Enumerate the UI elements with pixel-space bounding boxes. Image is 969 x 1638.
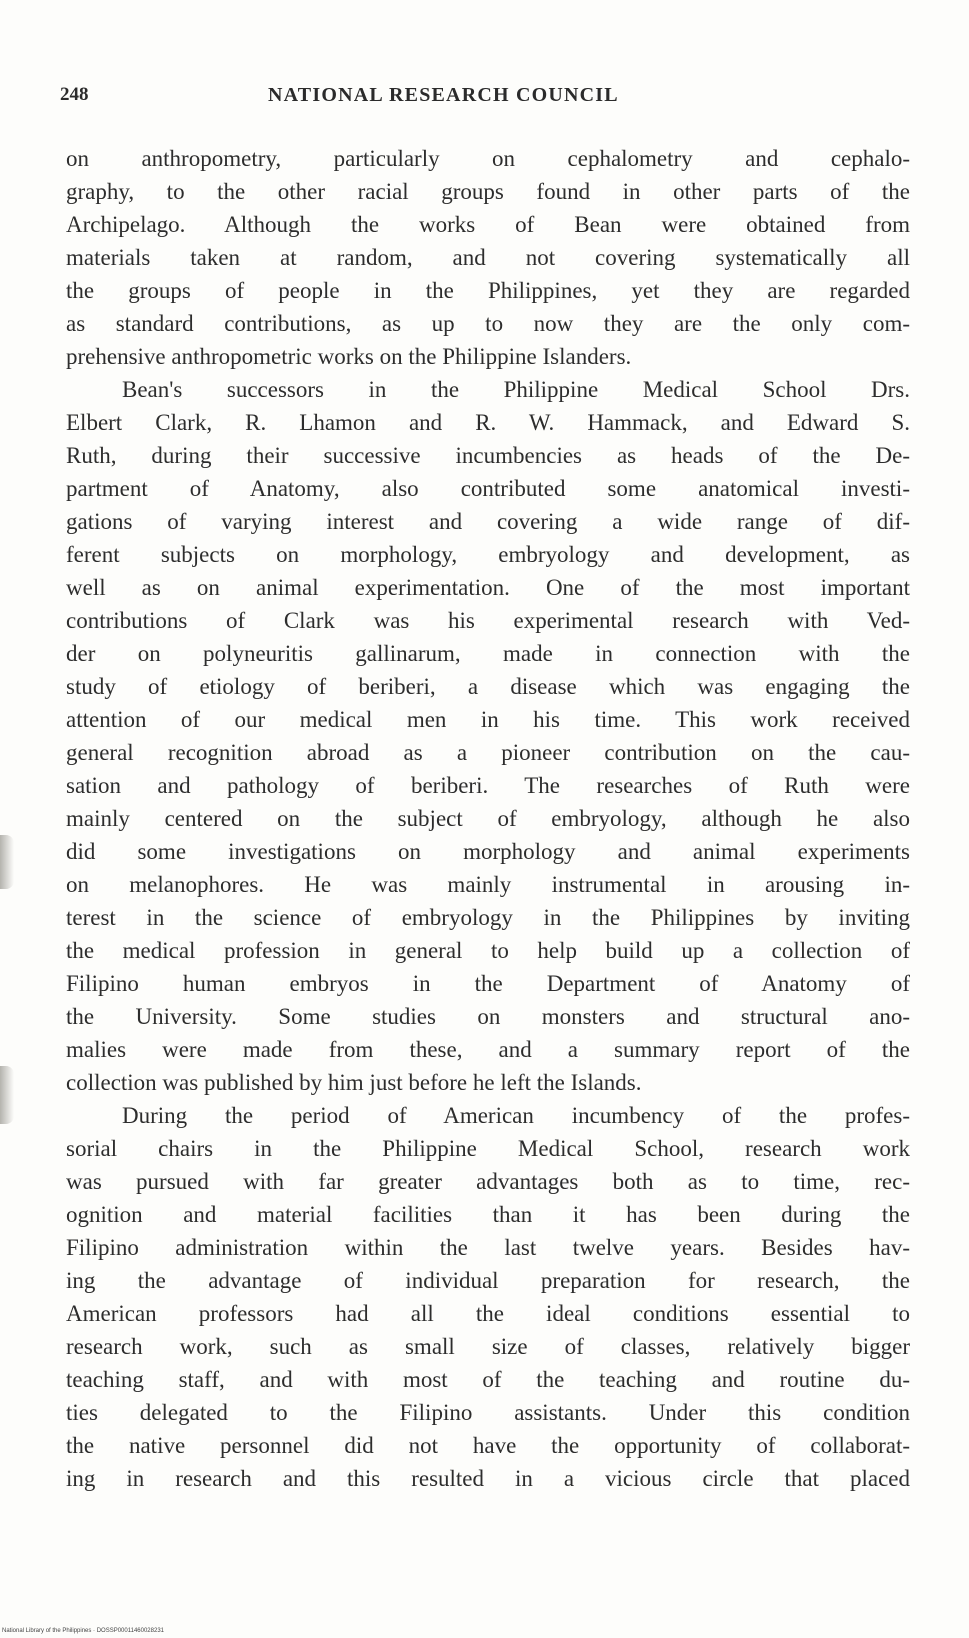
text-line: research work, such as small size of classes, relatively bigger: [66, 1334, 910, 1359]
text-line: mainly centered on the subject of embryology, although he also: [66, 806, 910, 831]
text-line: prehensive anthropometric works on the Philippine Islanders.: [66, 344, 632, 369]
text-line: Elbert Clark, R. Lhamon and R. W. Hammack, and Edward S.: [66, 410, 910, 435]
text-line: on anthropometry, particularly on cephalometry and cephalo-: [66, 146, 910, 171]
text-line: Ruth, during their successive incumbencies as heads of the De-: [66, 443, 910, 468]
text-line: malies were made from these, and a summary report of the: [66, 1037, 910, 1062]
scan-edge-mark: [0, 835, 14, 889]
text-line: materials taken at random, and not covering systematically all: [66, 245, 910, 270]
text-line: ing in research and this resulted in a vicious circle that placed: [66, 1466, 910, 1491]
text-line: contributions of Clark was his experimental research with Ved-: [66, 608, 910, 633]
text-line: study of etiology of beriberi, a disease which was engaging the: [66, 674, 910, 699]
running-head: NATIONAL RESEARCH COUNCIL: [268, 84, 619, 106]
text-line: Filipino administration within the last twelve years. Besides hav-: [66, 1235, 910, 1260]
text-line: the groups of people in the Philippines, yet they are regarded: [66, 278, 910, 303]
text-line: attention of our medical men in his time. This work received: [66, 707, 910, 732]
text-line: did some investigations on morphology and animal experiments: [66, 839, 910, 864]
text-line: Archipelago. Although the works of Bean were obtained from: [66, 212, 910, 237]
scan-footer: National Library of the Philippines · DOSSP00011460028231: [2, 1628, 164, 1634]
text-line: the native personnel did not have the opportunity of collaborat-: [66, 1433, 910, 1458]
text-line: the medical profession in general to help build up a collection of: [66, 938, 910, 963]
text-line: Filipino human embryos in the Department of Anatomy of: [66, 971, 910, 996]
text-line: American professors had all the ideal conditions essential to: [66, 1301, 910, 1326]
text-line: teaching staff, and with most of the teaching and routine du-: [66, 1367, 910, 1392]
body-text: [66, 142, 910, 1495]
text-line: sorial chairs in the Philippine Medical School, research work: [66, 1136, 910, 1161]
text-line: the University. Some studies on monsters and structural ano-: [66, 1004, 910, 1029]
text-line: ing the advantage of individual preparation for research, the: [66, 1268, 910, 1293]
text-line: sation and pathology of beriberi. The researches of Ruth were: [66, 773, 910, 798]
paragraph-start-line: Bean's successors in the Philippine Medical School Drs.: [122, 377, 910, 402]
text-line: terest in the science of embryology in the Philippines by inviting: [66, 905, 910, 930]
text-line: graphy, to the other racial groups found in other parts of the: [66, 179, 910, 204]
page-number: 248: [60, 84, 89, 105]
text-line: ties delegated to the Filipino assistants. Under this condition: [66, 1400, 910, 1425]
text-line: ferent subjects on morphology, embryology and development, as: [66, 542, 910, 567]
text-line: as standard contributions, as up to now they are the only com-: [66, 311, 910, 336]
text-line: well as on animal experimentation. One of the most important: [66, 575, 910, 600]
scan-edge-mark: [0, 1066, 14, 1124]
text-line: partment of Anatomy, also contributed some anatomical investi-: [66, 476, 910, 501]
paragraph-start-line: During the period of American incumbency of the profes-: [122, 1103, 910, 1128]
text-line: der on polyneuritis gallinarum, made in connection with the: [66, 641, 910, 666]
text-line: general recognition abroad as a pioneer contribution on the cau-: [66, 740, 910, 765]
text-line: collection was published by him just before he left the Islands.: [66, 1070, 642, 1095]
text-line: on melanophores. He was mainly instrumental in arousing in-: [66, 872, 910, 897]
text-line: ognition and material facilities than it has been during the: [66, 1202, 910, 1227]
page-header: [60, 84, 908, 116]
text-line: was pursued with far greater advantages both as to time, rec-: [66, 1169, 910, 1194]
text-line: gations of varying interest and covering a wide range of dif-: [66, 509, 910, 534]
